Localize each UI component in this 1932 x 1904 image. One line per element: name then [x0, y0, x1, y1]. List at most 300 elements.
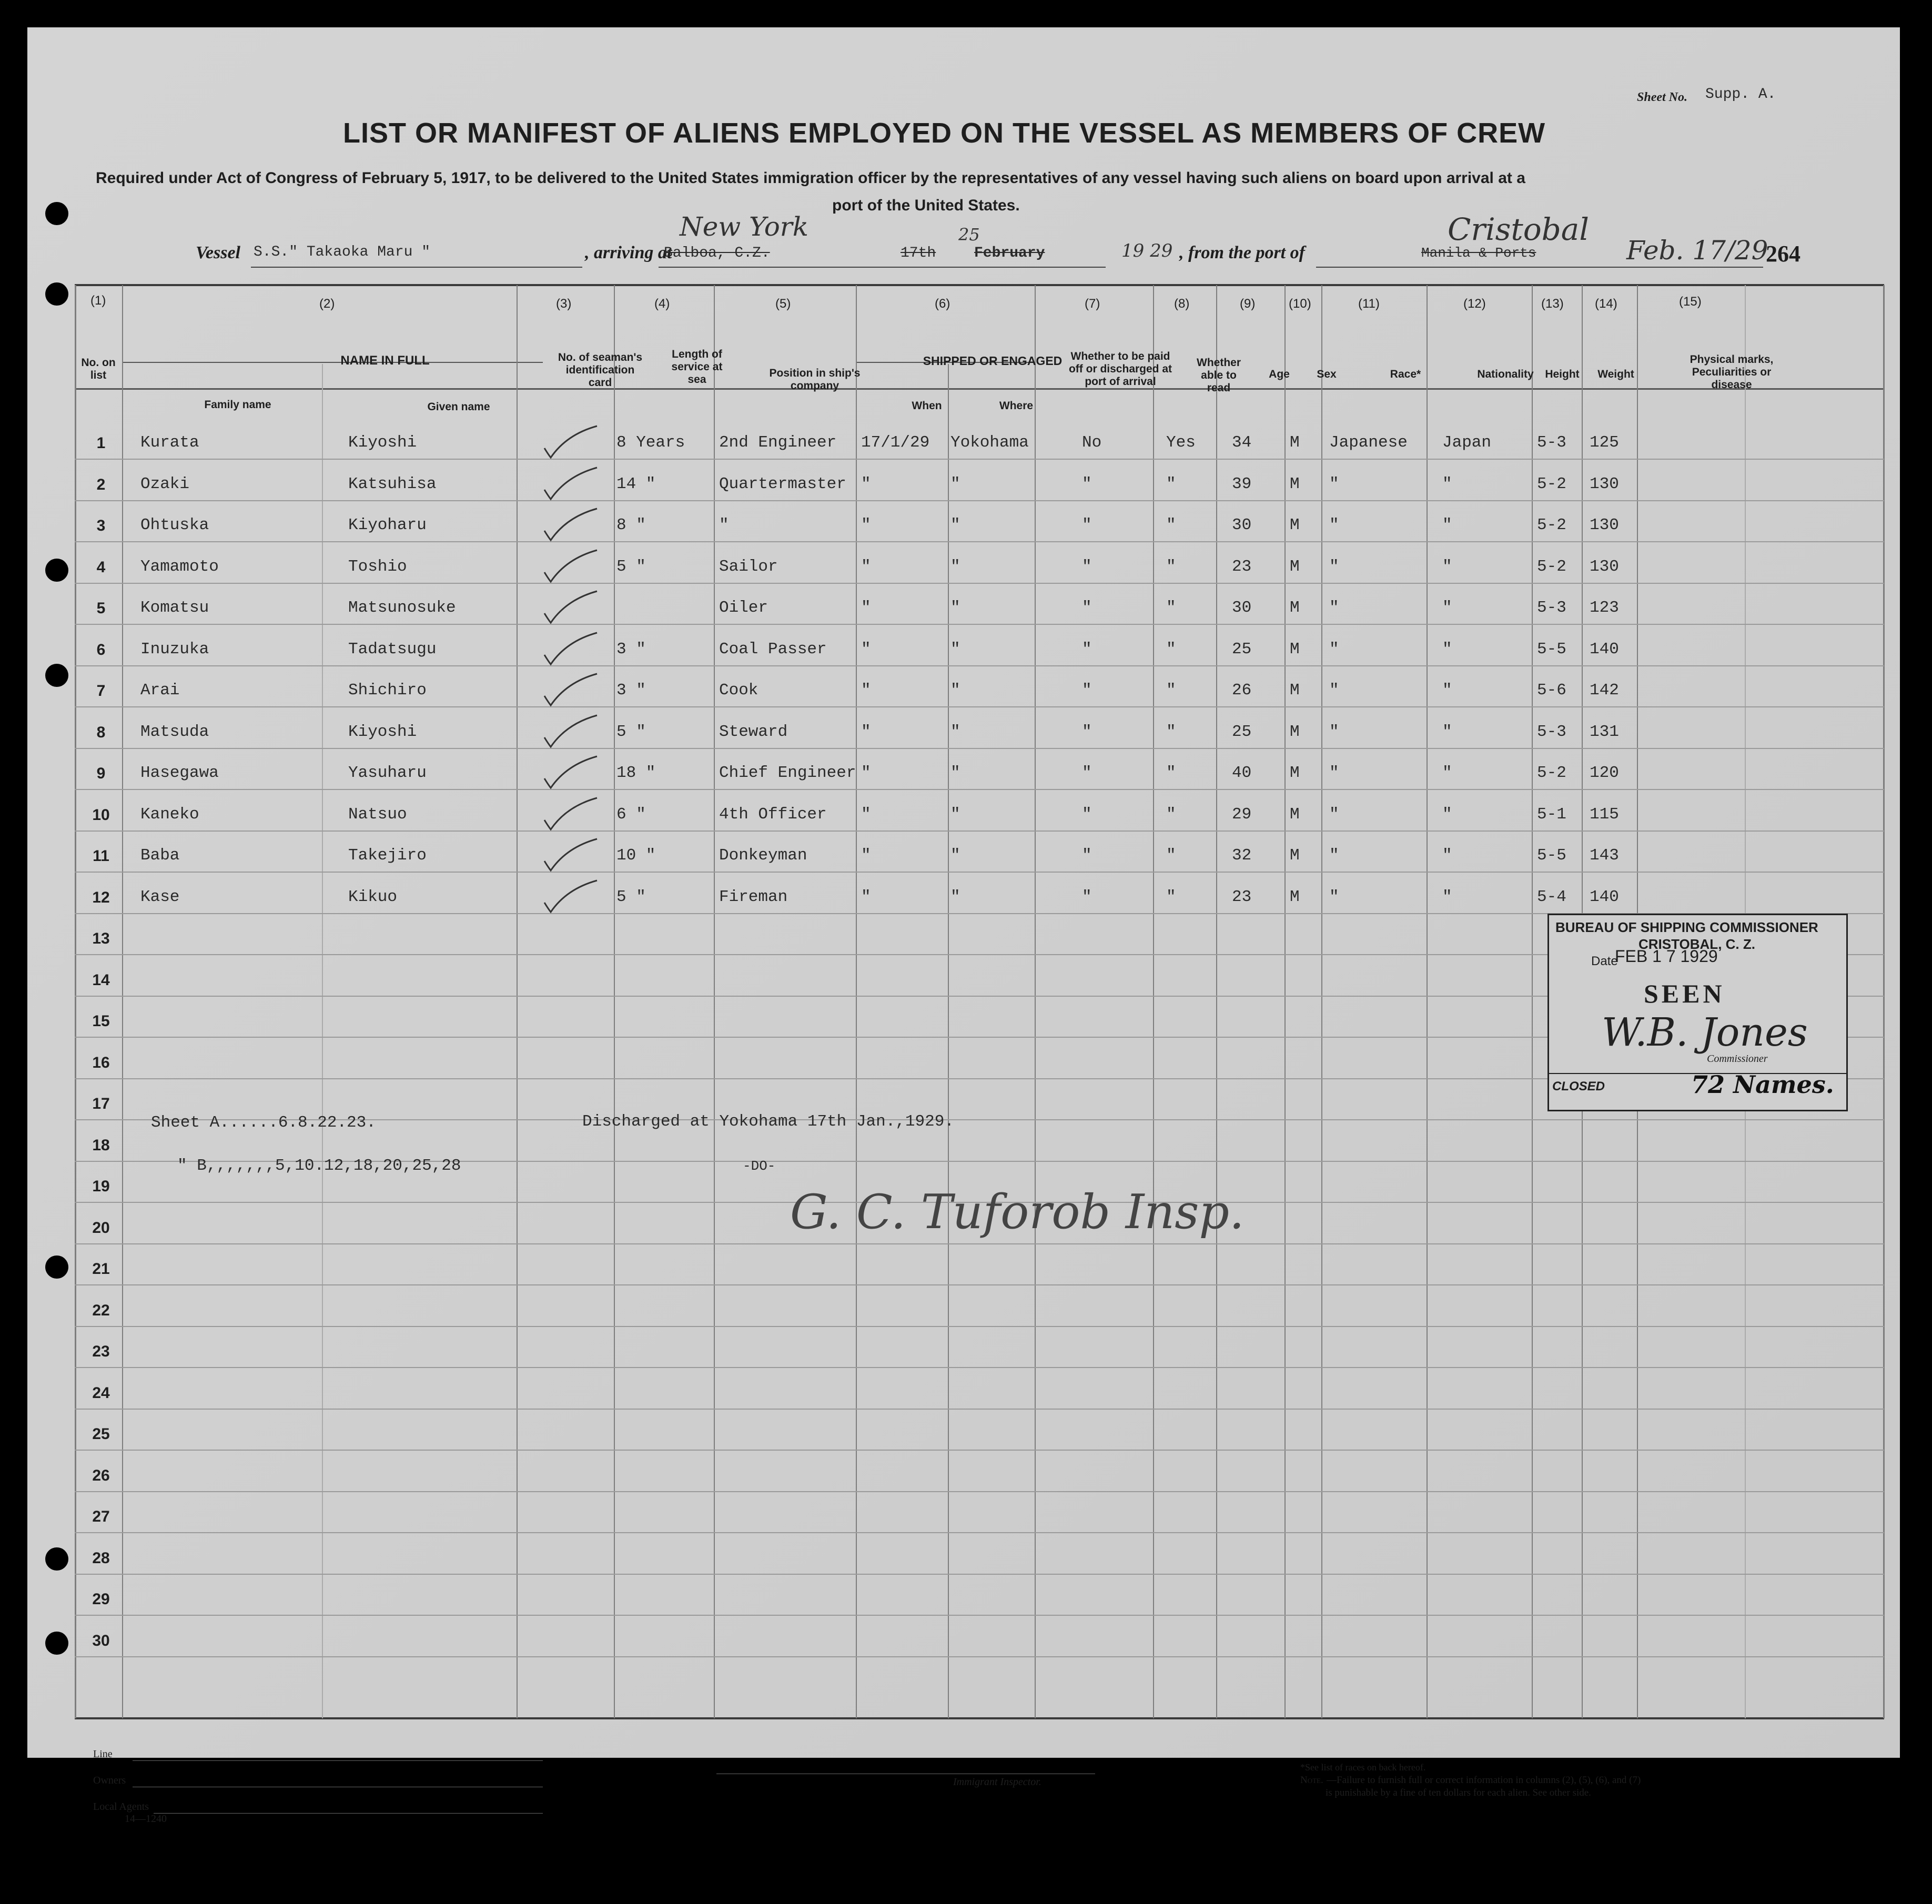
- punch-hole: [45, 202, 68, 225]
- punch-hole: [45, 1547, 68, 1571]
- row-number: 15: [92, 1012, 110, 1030]
- punch-hole: [45, 282, 68, 306]
- cell-family-name: Kase: [140, 887, 180, 906]
- cell-given-name: Yasuharu: [348, 764, 427, 782]
- cell-shipped-when: ": [861, 474, 871, 493]
- cell-weight: 123: [1590, 599, 1619, 617]
- row-rule: [75, 500, 1884, 501]
- col-num-4: (4): [654, 297, 670, 311]
- cell-race: ": [1329, 474, 1339, 493]
- cell-service-length: 18 ": [616, 764, 656, 782]
- cell-shipped-where: ": [950, 805, 960, 824]
- cell-paid-off: ": [1082, 599, 1092, 617]
- manifest-sheet: [27, 27, 1900, 1825]
- cell-nationality: ": [1442, 557, 1452, 576]
- inspector-signature: G. C. Tuforob Insp.: [790, 1184, 1245, 1240]
- cell-able-to-read: ": [1166, 805, 1176, 824]
- row-number: 20: [92, 1219, 110, 1237]
- cell-position: Donkeyman: [719, 846, 807, 865]
- cell-age: 29: [1232, 805, 1252, 824]
- id-card-check-mark: [540, 588, 603, 625]
- cell-sex: M: [1290, 846, 1300, 865]
- row-number: 23: [92, 1343, 110, 1360]
- cell-height: 5-3: [1537, 433, 1566, 452]
- arriving-port-struck: Balboa, C.Z.: [664, 245, 770, 261]
- from-port-underline: [1316, 267, 1763, 268]
- id-card-check-mark: [540, 712, 603, 749]
- row-rule: [75, 706, 1884, 707]
- id-card-check-mark: [540, 795, 603, 832]
- cell-paid-off: ": [1082, 764, 1092, 782]
- cell-able-to-read: ": [1166, 846, 1176, 865]
- header-shipped: SHIPPED OR ENGAGED: [923, 354, 1063, 368]
- arrival-month-struck: February: [974, 245, 1045, 261]
- cell-age: 30: [1232, 599, 1252, 617]
- row-number: 21: [92, 1260, 110, 1278]
- cell-able-to-read: ": [1166, 599, 1176, 617]
- cell-position: Coal Passer: [719, 640, 827, 659]
- row-rule: [75, 1615, 1884, 1616]
- cell-shipped-when: ": [861, 846, 871, 865]
- cell-given-name: Kikuo: [348, 887, 398, 906]
- row-number: 3: [96, 517, 106, 534]
- cell-position: Chief Engineer: [719, 764, 856, 782]
- cell-race: ": [1329, 722, 1339, 741]
- cell-weight: 130: [1590, 474, 1619, 493]
- cell-shipped-when: 17/1/29: [861, 433, 930, 452]
- cell-given-name: Kiyoharu: [348, 516, 427, 534]
- row-number: 1: [96, 434, 106, 452]
- row-rule: [75, 1409, 1884, 1410]
- note-ditto: -DO-: [743, 1158, 776, 1174]
- col-num-1: (1): [90, 293, 106, 308]
- cell-weight: 140: [1590, 640, 1619, 659]
- header-when: When: [912, 400, 942, 412]
- cell-height: 5-1: [1537, 805, 1566, 824]
- column-rule: [322, 364, 323, 1718]
- stamp-names-count: 72 Names.: [1691, 1070, 1834, 1099]
- sheet-number: Supp. A.: [1705, 86, 1776, 103]
- cell-able-to-read: ": [1166, 681, 1176, 700]
- header-no-on-list: No. on list: [81, 357, 116, 381]
- cell-given-name: Takejiro: [348, 846, 427, 865]
- cell-shipped-when: ": [861, 805, 871, 824]
- row-number: 10: [92, 806, 110, 824]
- cell-shipped-when: ": [861, 887, 871, 906]
- id-card-check-mark: [540, 753, 603, 790]
- cell-position: 2nd Engineer: [719, 433, 837, 452]
- row-number: 12: [92, 888, 110, 906]
- cell-age: 34: [1232, 433, 1252, 452]
- cell-shipped-when: ": [861, 599, 871, 617]
- row-rule: [75, 1656, 1884, 1657]
- cell-service-length: 5 ": [616, 887, 646, 906]
- cell-family-name: Komatsu: [140, 599, 209, 617]
- cell-weight: 142: [1590, 681, 1619, 700]
- stamp-line-1: BUREAU OF SHIPPING COMMISSIONER: [1555, 919, 1818, 935]
- cell-family-name: Kaneko: [140, 805, 199, 824]
- row-number: 11: [93, 847, 109, 865]
- footer-note-label: Note.: [1300, 1775, 1323, 1786]
- row-rule: [75, 1491, 1884, 1492]
- row-number: 22: [92, 1301, 110, 1319]
- cell-shipped-where: ": [950, 722, 960, 741]
- cell-family-name: Yamamoto: [140, 557, 219, 576]
- cell-position: Fireman: [719, 887, 788, 906]
- cell-shipped-where: ": [950, 474, 960, 493]
- cell-shipped-where: ": [950, 681, 960, 700]
- subtitle-line-2: port of the United States.: [832, 197, 1020, 214]
- cell-sex: M: [1290, 599, 1300, 617]
- punch-hole: [45, 559, 68, 582]
- header-paid-off: Whether to be paid off or discharged at port of arrival: [1068, 350, 1172, 388]
- id-card-check-mark: [540, 505, 603, 542]
- header-physical-marks: Physical marks, Peculiarities or disease: [1690, 353, 1774, 391]
- cell-family-name: Inuzuka: [140, 640, 209, 659]
- cell-service-length: 3 ": [616, 681, 646, 700]
- cell-given-name: Tadatsugu: [348, 640, 437, 659]
- cell-able-to-read: ": [1166, 640, 1176, 659]
- footer-agents-rule: [154, 1813, 543, 1814]
- cell-paid-off: ": [1082, 805, 1092, 824]
- cell-service-length: 8 ": [616, 516, 646, 534]
- cell-race: ": [1329, 640, 1339, 659]
- cell-shipped-where: ": [950, 557, 960, 576]
- col-num-7: (7): [1085, 297, 1100, 311]
- cell-age: 26: [1232, 681, 1252, 700]
- cell-shipped-when: ": [861, 640, 871, 659]
- cell-height: 5-2: [1537, 474, 1566, 493]
- row-rule: [75, 665, 1884, 666]
- row-number: 7: [96, 682, 106, 700]
- header-nationality: Nationality: [1477, 368, 1534, 380]
- col-num-3: (3): [556, 297, 572, 311]
- cell-nationality: ": [1442, 887, 1452, 906]
- cell-family-name: Arai: [140, 681, 180, 700]
- footer-note-text: —Failure to furnish full or correct information in columns (2), (5), (6), and (7): [1327, 1775, 1641, 1786]
- cell-weight: 120: [1590, 764, 1619, 782]
- cell-weight: 130: [1590, 516, 1619, 534]
- cell-nationality: ": [1442, 516, 1452, 534]
- cell-position: 4th Officer: [719, 805, 827, 824]
- row-rule: [75, 1450, 1884, 1451]
- cell-paid-off: ": [1082, 681, 1092, 700]
- stamp-line-2: CRISTOBAL, C. Z.: [1638, 936, 1755, 952]
- row-number: 24: [92, 1384, 110, 1402]
- header-family-name: Family name: [204, 399, 271, 411]
- cell-shipped-where: ": [950, 764, 960, 782]
- arrival-day-struck: 17th: [901, 245, 936, 261]
- header-height: Height: [1545, 368, 1580, 380]
- cell-age: 25: [1232, 640, 1252, 659]
- cell-service-length: 14 ": [616, 474, 656, 493]
- cell-position: Cook: [719, 681, 758, 700]
- note-sheet-a: Sheet A......6.8.22.23.: [151, 1113, 376, 1132]
- cell-race: ": [1329, 516, 1339, 534]
- subtitle-line-1: Required under Act of Congress of February 5, 1917, to be delivered to the United States immigration officer by the representatives of any vessel having such aliens on board upon arrival at a: [96, 169, 1525, 187]
- row-rule: [75, 459, 1884, 460]
- row-rule: [75, 1367, 1884, 1368]
- header-given-name: Given name: [427, 401, 490, 413]
- cell-shipped-when: ": [861, 681, 871, 700]
- cell-given-name: Shichiro: [348, 681, 427, 700]
- cell-weight: 131: [1590, 722, 1619, 741]
- row-number: 16: [92, 1054, 110, 1071]
- id-card-check-mark: [540, 877, 603, 914]
- cell-given-name: Toshio: [348, 557, 407, 576]
- cell-weight: 143: [1590, 846, 1619, 865]
- cell-paid-off: ": [1082, 516, 1092, 534]
- cell-paid-off: ": [1082, 846, 1092, 865]
- cell-able-to-read: Yes: [1166, 433, 1196, 452]
- row-number: 14: [92, 971, 110, 989]
- col-num-14: (14): [1595, 297, 1617, 311]
- header-age: Age: [1269, 368, 1290, 380]
- row-number: 5: [96, 600, 106, 617]
- sheet-number-label: Sheet No.: [1637, 90, 1687, 104]
- cell-nationality: ": [1442, 764, 1452, 782]
- cell-race: ": [1329, 764, 1339, 782]
- cell-able-to-read: ": [1166, 887, 1176, 906]
- id-card-check-mark: [540, 423, 603, 460]
- cell-shipped-where: ": [950, 887, 960, 906]
- cell-race: ": [1329, 681, 1339, 700]
- cell-paid-off: ": [1082, 474, 1092, 493]
- note-sheet-b: " B,,,,,,,5,10.12,18,20,25,28: [177, 1157, 461, 1175]
- stamp-role: Commissioner: [1707, 1053, 1768, 1065]
- cell-shipped-where: ": [950, 599, 960, 617]
- punch-hole: [45, 664, 68, 687]
- cell-weight: 125: [1590, 433, 1619, 452]
- cell-age: 39: [1232, 474, 1252, 493]
- col-num-9: (9): [1240, 297, 1256, 311]
- header-race: Race*: [1390, 368, 1421, 380]
- cell-height: 5-2: [1537, 516, 1566, 534]
- cell-position: Quartermaster: [719, 474, 846, 493]
- cell-shipped-when: ": [861, 557, 871, 576]
- header-sex: Sex: [1317, 368, 1337, 380]
- cell-position: ": [719, 516, 729, 534]
- cell-family-name: Kurata: [140, 433, 199, 452]
- cell-shipped-when: ": [861, 516, 871, 534]
- row-rule: [75, 541, 1884, 542]
- cell-weight: 115: [1590, 805, 1619, 824]
- cell-family-name: Matsuda: [140, 722, 209, 741]
- col-num-5: (5): [775, 297, 791, 311]
- cell-race: ": [1329, 887, 1339, 906]
- cell-given-name: Kiyoshi: [348, 722, 417, 741]
- cell-family-name: Hasegawa: [140, 764, 219, 782]
- cell-height: 5-5: [1537, 640, 1566, 659]
- footer-line-rule: [133, 1760, 543, 1761]
- cell-race: ": [1329, 846, 1339, 865]
- cell-service-length: 8 Years: [616, 433, 685, 452]
- punch-hole: [45, 1255, 68, 1279]
- vessel-label: Vessel: [196, 243, 240, 262]
- cell-race: Japanese: [1329, 433, 1408, 452]
- col-num-13: (13): [1541, 297, 1564, 311]
- page-title: LIST OR MANIFEST OF ALIENS EMPLOYED ON THE VESSEL AS MEMBERS OF CREW: [343, 117, 1546, 149]
- cell-shipped-where: ": [950, 516, 960, 534]
- row-number: 25: [92, 1425, 110, 1443]
- table-bottom-rule: [75, 1717, 1884, 1719]
- header-where: Where: [999, 400, 1034, 412]
- cell-shipped-where: ": [950, 640, 960, 659]
- cell-given-name: Katsuhisa: [348, 474, 437, 493]
- cell-sex: M: [1290, 805, 1300, 824]
- cell-nationality: ": [1442, 599, 1452, 617]
- arriving-port-handwritten: New York: [680, 211, 808, 242]
- header-bottom-rule: [75, 388, 1884, 390]
- col-num-10: (10): [1289, 297, 1311, 311]
- cell-weight: 140: [1590, 887, 1619, 906]
- cell-race: ": [1329, 805, 1339, 824]
- stamp-signature: W.B. Jones: [1602, 1010, 1808, 1055]
- cell-nationality: ": [1442, 681, 1452, 700]
- bureau-stamp: [1547, 914, 1848, 1111]
- cell-paid-off: ": [1082, 722, 1092, 741]
- id-card-check-mark: [540, 671, 603, 707]
- cell-position: Steward: [719, 722, 788, 741]
- header-name-in-full: NAME IN FULL: [340, 353, 430, 368]
- header-position: Position in ship's company: [769, 367, 861, 392]
- footer-line-label: Line: [93, 1748, 113, 1760]
- cell-sex: M: [1290, 722, 1300, 741]
- header-weight: Weight: [1597, 368, 1634, 380]
- cell-age: 23: [1232, 887, 1252, 906]
- row-number: 6: [96, 641, 106, 659]
- col-num-11: (11): [1358, 297, 1380, 311]
- cell-sex: M: [1290, 557, 1300, 576]
- cell-nationality: ": [1442, 640, 1452, 659]
- id-card-check-mark: [540, 630, 603, 666]
- from-port-handwritten: Cristobal: [1448, 211, 1589, 247]
- cell-able-to-read: ": [1166, 516, 1176, 534]
- cell-nationality: Japan: [1442, 433, 1492, 452]
- row-number: 26: [92, 1466, 110, 1484]
- cell-service-length: 5 ": [616, 557, 646, 576]
- footer-races-note: *See list of races on back hereof.: [1300, 1762, 1426, 1773]
- cell-paid-off: ": [1082, 640, 1092, 659]
- id-card-check-mark: [540, 464, 603, 501]
- col-num-6: (6): [935, 297, 950, 311]
- cell-service-length: 6 ": [616, 805, 646, 824]
- stamp-seen: SEEN: [1644, 979, 1725, 1008]
- footer-owners-label: Owners: [93, 1775, 126, 1786]
- vessel-underline: [251, 267, 582, 268]
- col-num-8: (8): [1174, 297, 1190, 311]
- cell-nationality: ": [1442, 474, 1452, 493]
- cell-race: ": [1329, 599, 1339, 617]
- cell-sex: M: [1290, 764, 1300, 782]
- cell-height: 5-3: [1537, 599, 1566, 617]
- cell-shipped-where: Yokohama: [950, 433, 1029, 452]
- row-number: 27: [92, 1508, 110, 1525]
- row-rule: [75, 789, 1884, 790]
- cell-sex: M: [1290, 474, 1300, 493]
- stamp-date-label: Date: [1591, 954, 1618, 968]
- cell-able-to-read: ": [1166, 764, 1176, 782]
- cell-able-to-read: ": [1166, 722, 1176, 741]
- cell-height: 5-2: [1537, 557, 1566, 576]
- cell-height: 5-5: [1537, 846, 1566, 865]
- row-rule: [75, 624, 1884, 625]
- row-number: 17: [92, 1095, 110, 1112]
- header-id-card: No. of seaman's identification card: [558, 351, 643, 389]
- cell-age: 25: [1232, 722, 1252, 741]
- stamp-closed-label: CLOSED: [1552, 1079, 1605, 1093]
- cell-shipped-where: ": [950, 846, 960, 865]
- cell-paid-off: ": [1082, 557, 1092, 576]
- row-number: 28: [92, 1549, 110, 1567]
- row-rule: [75, 831, 1884, 832]
- note-discharged: Discharged at Yokohama 17th Jan.,1929.: [582, 1112, 954, 1131]
- cell-given-name: Natsuo: [348, 805, 407, 824]
- row-number: 18: [92, 1136, 110, 1154]
- cell-age: 30: [1232, 516, 1252, 534]
- cell-sex: M: [1290, 640, 1300, 659]
- cell-service-length: 3 ": [616, 640, 646, 659]
- cell-service-length: 5 ": [616, 722, 646, 741]
- manifest-number: 264: [1766, 241, 1800, 267]
- arrival-day-handwritten: 25: [958, 225, 980, 245]
- cell-height: 5-4: [1537, 887, 1566, 906]
- footer-note-text-2: is punishable by a fine of ten dollars for each alien. See other side.: [1326, 1787, 1591, 1798]
- cell-given-name: Matsunosuke: [348, 599, 456, 617]
- cell-nationality: ": [1442, 846, 1452, 865]
- cell-sex: M: [1290, 887, 1300, 906]
- cell-paid-off: ": [1082, 887, 1092, 906]
- row-number: 4: [96, 558, 106, 576]
- cell-able-to-read: ": [1166, 557, 1176, 576]
- row-number: 8: [96, 723, 106, 741]
- footer-agents-label: Local Agents: [93, 1801, 149, 1812]
- col-num-2: (2): [319, 297, 335, 311]
- row-number: 2: [96, 475, 106, 493]
- header-read: Whether able to read: [1197, 357, 1241, 394]
- cell-family-name: Baba: [140, 846, 180, 865]
- cell-sex: M: [1290, 516, 1300, 534]
- cell-race: ": [1329, 557, 1339, 576]
- row-rule: [75, 748, 1884, 749]
- row-rule: [75, 583, 1884, 584]
- row-rule: [75, 1532, 1884, 1533]
- stamp-date: FEB 1 7 1929: [1615, 947, 1718, 966]
- from-date-handwritten: Feb. 17/29: [1626, 235, 1768, 266]
- vessel-name: S.S." Takaoka Maru ": [254, 244, 431, 260]
- row-rule: [75, 1574, 1884, 1575]
- row-rule: [75, 1326, 1884, 1327]
- footer-inspector: Immigrant Inspector.: [953, 1776, 1041, 1788]
- cell-height: 5-6: [1537, 681, 1566, 700]
- from-port-struck: Manila & Ports: [1421, 245, 1536, 261]
- cell-height: 5-3: [1537, 722, 1566, 741]
- cell-able-to-read: ": [1166, 474, 1176, 493]
- column-rule: [948, 364, 949, 1718]
- from-port-label: , from the port of: [1179, 243, 1305, 262]
- row-number: 19: [92, 1178, 110, 1195]
- table-top-rule: [75, 284, 1884, 286]
- cell-given-name: Kiyoshi: [348, 433, 417, 452]
- id-card-check-mark: [540, 836, 603, 873]
- row-rule: [75, 1284, 1884, 1285]
- row-rule: [75, 1243, 1884, 1244]
- punch-hole: [45, 1632, 68, 1655]
- row-number: 29: [92, 1591, 110, 1608]
- row-number: 9: [96, 765, 106, 782]
- cell-family-name: Ohtuska: [140, 516, 209, 534]
- cell-service-length: 10 ": [616, 846, 656, 865]
